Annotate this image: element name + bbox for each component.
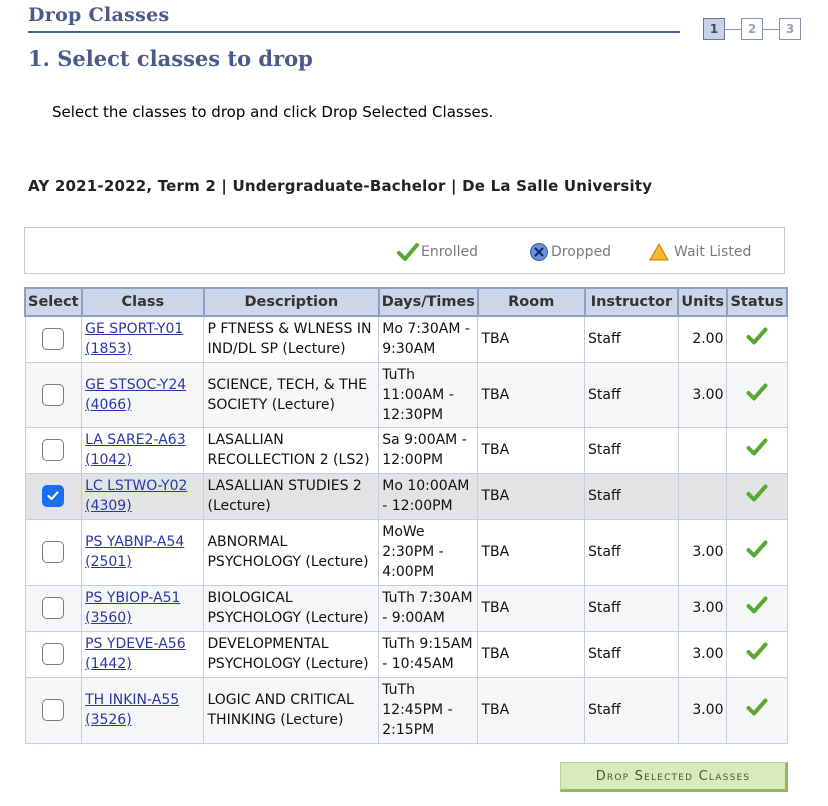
- time-line: - 10:45AM: [382, 656, 454, 672]
- select-checkbox[interactable]: [42, 541, 64, 563]
- days-times-cell: [379, 519, 478, 585]
- room-cell: TBA: [478, 519, 585, 585]
- enrolled-check-icon: [746, 641, 768, 661]
- section-title: 1. Select classes to drop: [28, 46, 313, 71]
- class-code: LA SARE2-A63: [85, 432, 186, 448]
- status-cell: [727, 585, 787, 631]
- description-line: SCIENCE, TECH, & THE: [207, 376, 368, 393]
- step-3: 3: [779, 18, 801, 40]
- description-line: (Lecture): [207, 498, 271, 514]
- time-line: Sa 9:00AM -: [382, 432, 467, 448]
- days-times-cell: [379, 427, 478, 473]
- units-cell: 3.00: [678, 362, 727, 427]
- select-checkbox[interactable]: [42, 439, 64, 461]
- room-cell: TBA: [478, 473, 585, 519]
- class-code: PS YABNP-A54: [85, 534, 185, 550]
- legend-wait-listed: [649, 242, 751, 262]
- wait-listed-warning-icon: [649, 242, 669, 262]
- class-code: PS YDEVE-A56: [85, 636, 186, 652]
- time-line: 2:15PM: [382, 722, 435, 738]
- enrolled-check-icon: [746, 697, 768, 717]
- select-cell: [25, 427, 82, 473]
- time-line: TuTh 9:15AM: [382, 636, 473, 652]
- time-line: - 12:00PM: [382, 498, 453, 514]
- description-line: PSYCHOLOGY (Lecture): [207, 656, 369, 672]
- class-link[interactable]: [85, 430, 200, 470]
- select-cell: [25, 519, 82, 585]
- instructions-text: Select the classes to drop and click Drop Selected Classes.: [52, 103, 494, 121]
- status-cell: [727, 677, 787, 743]
- header-select: Select: [25, 288, 82, 316]
- room-cell: TBA: [478, 631, 585, 677]
- status-cell: [727, 316, 787, 362]
- class-number: (3526): [85, 712, 132, 728]
- header-days-times: Days/Times: [379, 288, 478, 316]
- legend-dropped-label: Dropped: [551, 244, 612, 260]
- time-line: 12:45PM -: [382, 702, 453, 718]
- time-line: 11:00AM -: [382, 386, 454, 403]
- description-line: P FTNESS & WLNESS IN: [207, 321, 372, 338]
- table-row: [25, 519, 787, 585]
- class-code: PS YBIOP-A51: [85, 590, 181, 606]
- step-1: 1: [703, 18, 725, 40]
- header-divider: [28, 31, 680, 33]
- time-line: - 9:00AM: [382, 610, 445, 626]
- enrolled-check-icon: [746, 382, 768, 402]
- term-info: AY 2021-2022, Term 2 | Undergraduate-Bachelor | De La Salle University: [28, 177, 653, 195]
- class-number: (4309): [85, 498, 132, 514]
- days-times-cell: [379, 585, 478, 631]
- table-row: [25, 362, 787, 427]
- select-checkbox[interactable]: [42, 699, 64, 721]
- instructor-cell: Staff: [585, 316, 679, 362]
- select-cell: [25, 631, 82, 677]
- header-units: Units: [678, 288, 727, 316]
- instructor-cell: Staff: [585, 585, 679, 631]
- class-link[interactable]: [85, 690, 200, 730]
- description-line: THINKING (Lecture): [207, 712, 344, 728]
- time-line: TuTh 7:30AM: [382, 590, 473, 606]
- room-cell: TBA: [478, 585, 585, 631]
- select-checkbox[interactable]: [42, 597, 64, 619]
- status-cell: [727, 631, 787, 677]
- select-cell: [25, 362, 82, 427]
- class-cell: [82, 585, 204, 631]
- class-link[interactable]: [85, 588, 200, 628]
- select-checkbox[interactable]: [42, 485, 64, 507]
- time-line: MoWe: [382, 524, 425, 540]
- class-cell: [82, 519, 204, 585]
- class-number: (3560): [85, 610, 132, 626]
- description-line: DEVELOPMENTAL: [207, 636, 329, 652]
- description-cell: [204, 585, 379, 631]
- room-cell: TBA: [478, 677, 585, 743]
- description-line: SOCIETY (Lecture): [207, 396, 335, 413]
- time-line: 4:00PM: [382, 564, 435, 580]
- legend-enrolled: [397, 242, 478, 262]
- table-row: [25, 631, 787, 677]
- class-cell: [82, 473, 204, 519]
- class-code: LC LSTWO-Y02: [85, 478, 188, 494]
- description-cell: [204, 631, 379, 677]
- select-checkbox[interactable]: [42, 328, 64, 350]
- step-connector: [763, 29, 779, 30]
- class-number: (4066): [85, 396, 132, 413]
- class-number: (1042): [85, 452, 132, 468]
- instructor-cell: Staff: [585, 362, 679, 427]
- description-cell: [204, 362, 379, 427]
- units-cell: 3.00: [678, 631, 727, 677]
- instructor-cell: Staff: [585, 677, 679, 743]
- status-cell: [727, 362, 787, 427]
- units-cell: 3.00: [678, 677, 727, 743]
- status-cell: [727, 427, 787, 473]
- header-room: Room: [478, 288, 585, 316]
- enrolled-check-icon: [746, 437, 768, 457]
- select-cell: [25, 316, 82, 362]
- enrolled-check-icon: [746, 326, 768, 346]
- units-cell: [678, 473, 727, 519]
- class-link[interactable]: [85, 319, 200, 359]
- time-line: 12:00PM: [382, 452, 444, 468]
- class-link[interactable]: [85, 375, 200, 415]
- header-instructor: Instructor: [585, 288, 679, 316]
- time-line: TuTh: [382, 682, 415, 698]
- description-cell: [204, 473, 379, 519]
- step-connector: [725, 29, 741, 30]
- time-line: 12:30PM: [382, 406, 444, 423]
- header-class: Class: [82, 288, 204, 316]
- step-2: 2: [741, 18, 763, 40]
- description-line: PSYCHOLOGY (Lecture): [207, 610, 369, 626]
- class-code: GE SPORT-Y01: [85, 321, 184, 338]
- select-checkbox[interactable]: [42, 643, 64, 665]
- description-line: LASALLIAN STUDIES 2: [207, 478, 362, 494]
- room-cell: TBA: [478, 362, 585, 427]
- days-times-cell: [379, 677, 478, 743]
- description-cell: [204, 316, 379, 362]
- step-indicator: [703, 18, 801, 40]
- units-cell: 3.00: [678, 519, 727, 585]
- class-cell: [82, 427, 204, 473]
- days-times-cell: [379, 631, 478, 677]
- class-number: (2501): [85, 554, 132, 570]
- instructor-cell: Staff: [585, 427, 679, 473]
- class-code: TH INKIN-A55: [85, 692, 180, 708]
- enrolled-check-icon: [397, 242, 419, 262]
- table-row: [25, 585, 787, 631]
- select-cell: [25, 677, 82, 743]
- description-line: ABNORMAL: [207, 534, 288, 550]
- room-cell: TBA: [478, 316, 585, 362]
- days-times-cell: [379, 473, 478, 519]
- class-code: GE STSOC-Y24: [85, 376, 187, 393]
- status-legend: [24, 227, 785, 274]
- status-cell: [727, 473, 787, 519]
- description-line: LASALLIAN: [207, 432, 284, 448]
- select-cell: [25, 585, 82, 631]
- time-line: TuTh: [382, 366, 415, 383]
- drop-selected-classes-button[interactable]: Drop Selected Classes: [560, 762, 788, 792]
- table-row: [25, 427, 787, 473]
- time-line: Mo 7:30AM -: [382, 321, 470, 338]
- units-cell: 3.00: [678, 585, 727, 631]
- instructor-cell: Staff: [585, 473, 679, 519]
- class-number: (1853): [85, 341, 132, 358]
- classes-table: [24, 287, 788, 744]
- units-cell: 2.00: [678, 316, 727, 362]
- description-cell: [204, 427, 379, 473]
- enrolled-check-icon: [746, 483, 768, 503]
- time-line: 9:30AM: [382, 341, 436, 358]
- description-line: LOGIC AND CRITICAL: [207, 692, 354, 708]
- description-cell: [204, 677, 379, 743]
- instructor-cell: Staff: [585, 519, 679, 585]
- days-times-cell: [379, 316, 478, 362]
- class-link[interactable]: [85, 532, 200, 572]
- table-row: [25, 677, 787, 743]
- instructor-cell: Staff: [585, 631, 679, 677]
- header-status: Status: [727, 288, 787, 316]
- class-number: (1442): [85, 656, 132, 672]
- units-cell: [678, 427, 727, 473]
- description-line: IND/DL SP (Lecture): [207, 341, 346, 358]
- time-line: Mo 10:00AM: [382, 478, 470, 494]
- room-cell: TBA: [478, 427, 585, 473]
- table-row: [25, 473, 787, 519]
- class-link[interactable]: [85, 476, 200, 516]
- enrolled-check-icon: [746, 595, 768, 615]
- class-cell: [82, 677, 204, 743]
- description-cell: [204, 519, 379, 585]
- select-checkbox[interactable]: [42, 384, 64, 406]
- legend-dropped: [529, 242, 611, 262]
- legend-enrolled-label: Enrolled: [421, 244, 479, 260]
- dropped-x-icon: [529, 242, 549, 262]
- class-cell: [82, 631, 204, 677]
- class-link[interactable]: [85, 634, 200, 674]
- page-title: Drop Classes: [28, 4, 170, 26]
- class-cell: [82, 316, 204, 362]
- enrolled-check-icon: [746, 539, 768, 559]
- days-times-cell: [379, 362, 478, 427]
- description-line: PSYCHOLOGY (Lecture): [207, 554, 369, 570]
- select-cell: [25, 473, 82, 519]
- table-header-row: [25, 288, 787, 316]
- legend-wait-listed-label: Wait Listed: [674, 244, 752, 260]
- time-line: 2:30PM -: [382, 544, 444, 560]
- status-cell: [727, 519, 787, 585]
- description-line: RECOLLECTION 2 (LS2): [207, 452, 370, 468]
- table-row: [25, 316, 787, 362]
- class-cell: [82, 362, 204, 427]
- description-line: BIOLOGICAL: [207, 590, 293, 606]
- header-description: Description: [204, 288, 379, 316]
